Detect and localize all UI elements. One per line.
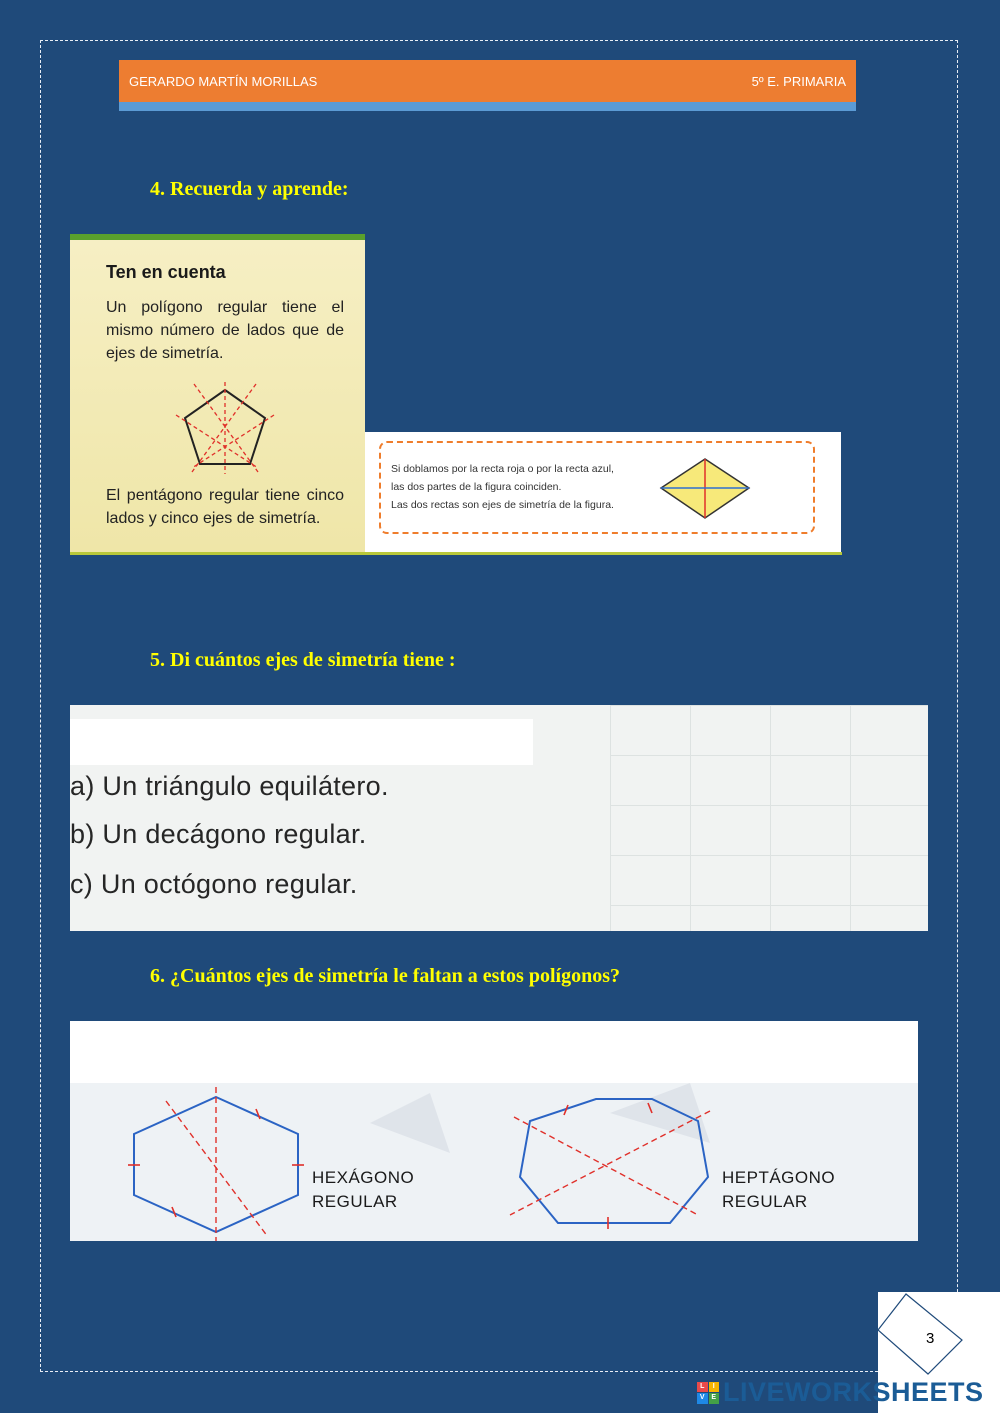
- pentagon-axes-figure: [170, 382, 280, 477]
- divider-line: [70, 552, 842, 555]
- question6-card: [70, 1083, 918, 1241]
- item-c: c) Un octógono regular.: [70, 869, 358, 899]
- fold-text: [391, 460, 614, 514]
- heptagon-label: [722, 1166, 835, 1214]
- item-a: a) Un triángulo equilátero.: [70, 771, 389, 801]
- fold-line-2: las dos partes de la figura coinciden.: [391, 481, 562, 493]
- page-number: 3: [926, 1330, 935, 1347]
- hexagon-label-line2: REGULAR: [312, 1192, 398, 1211]
- page-header: [119, 60, 856, 102]
- rhombus-figure: [657, 456, 753, 522]
- hexagon-label-line1: HEXÁGONO: [312, 1168, 415, 1187]
- brand-wordmark: LIVEWORKSHEETS: [723, 1377, 984, 1407]
- section4-title: 4. Recuerda y aprende:: [150, 178, 349, 200]
- fold-line-3: Las dos rectas son ejes de simetría de la figura.: [391, 499, 614, 511]
- question6-white-band: [70, 1021, 918, 1083]
- white-band: [70, 719, 533, 765]
- background-grid: [610, 705, 928, 931]
- card-body: Un polígono regular tiene el mismo número de lados que de ejes de simetría.: [106, 299, 344, 362]
- polygons-figure: [70, 1083, 918, 1241]
- fold-symmetry-card: [365, 432, 841, 552]
- fold-line-1: Si doblamos por la recta roja o por la recta azul,: [391, 463, 614, 475]
- ten-en-cuenta-card: [70, 234, 365, 552]
- section5-title: 5. Di cuántos ejes de simetría tiene :: [150, 649, 456, 671]
- hexagon-label: [312, 1166, 414, 1214]
- heptagon-label-line1: HEPTÁGONO: [722, 1168, 836, 1187]
- item-b: b) Un decágono regular.: [70, 819, 367, 849]
- card-title: Ten en cuenta: [106, 262, 226, 282]
- question5-card: [70, 705, 928, 931]
- card-caption: El pentágono regular tiene cinco lados y cinco ejes de simetría.: [106, 487, 344, 527]
- liveworksheets-brand[interactable]: [697, 1377, 984, 1408]
- heptagon-label-line2: REGULAR: [722, 1192, 808, 1211]
- grade-level: 5º E. PRIMARIA: [751, 73, 846, 89]
- liveworksheets-logo-icon: L I V E: [697, 1382, 719, 1404]
- header-stripe: [119, 102, 856, 111]
- section6-title: 6. ¿Cuántos ejes de simetría le faltan a estos polígonos?: [150, 965, 620, 987]
- author-name: GERARDO MARTÍN MORILLAS: [129, 73, 318, 89]
